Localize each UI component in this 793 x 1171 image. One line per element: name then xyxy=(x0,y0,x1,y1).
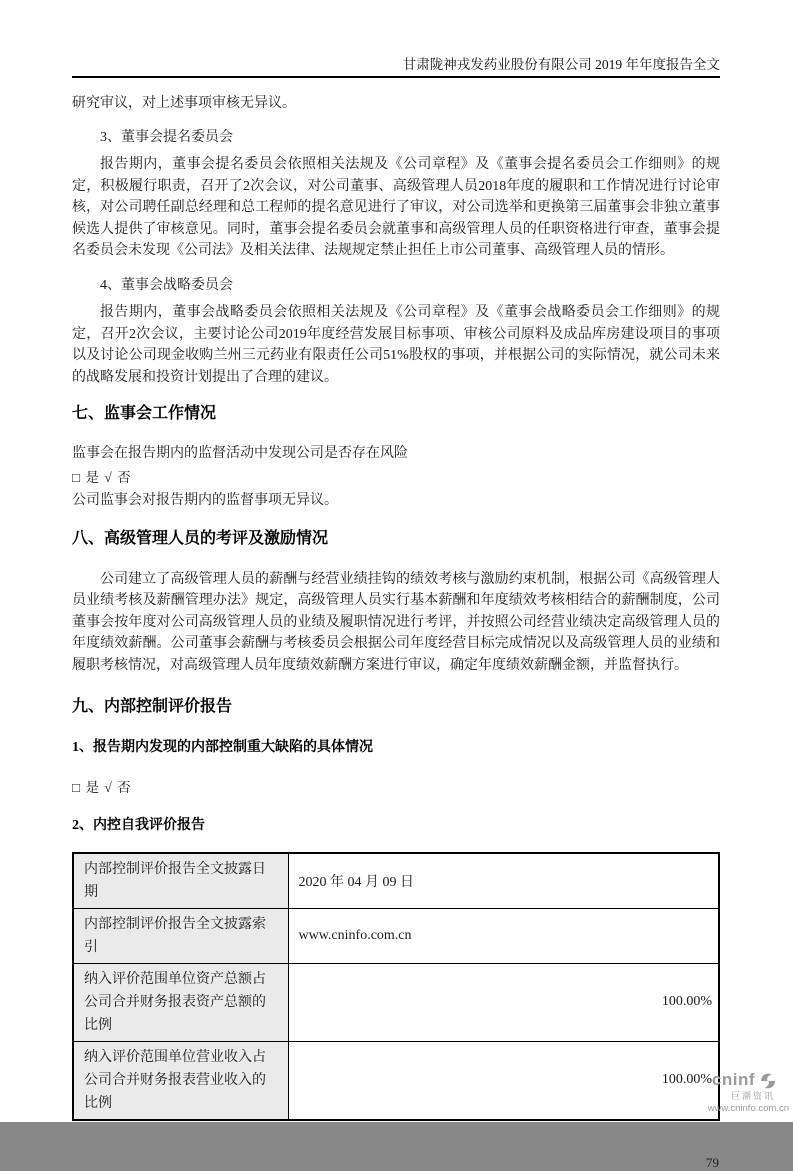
table-label: 内部控制评价报告全文披露日期 xyxy=(73,853,288,909)
executive-appraisal-paragraph: 公司建立了高级管理人员的薪酬与经营业绩挂钩的绩效考核与激励约束机制，根据公司《高级管理人员业绩考核及薪酬管理办法》规定，高级管理人员实行基本薪酬和年度绩效考核相结合的薪酬制度，公司董事会按年度对公司高级管理人员的业绩及履职情况进行考评，并按照公司经营业绩决定高级管理人员的年度绩效薪酬。公司董事会薪酬与考核委员会根据公司年度经营目标完成情况以及高级管理人员的业绩和履职考核情况，对高级管理人员年度绩效薪酬方案进行审议，确定年度绩效薪酬金额，并监督执行。 xyxy=(72,571,720,673)
cninfo-logo-text: cninf xyxy=(711,1070,755,1090)
continuation-text: 研究审议，对上述事项审核无异议。 xyxy=(72,96,296,111)
report-header-title: 甘肃陇神戎发药业股份有限公司 2019 年年度报告全文 xyxy=(402,57,720,72)
table-value: 100.00% xyxy=(288,1041,719,1120)
supervisory-risk-question: 监事会在报告期内的监督活动中发现公司是否存在风险 xyxy=(72,446,408,461)
header-divider xyxy=(72,76,720,78)
supervisory-yes-no-checkbox: □ 是 √ 否 xyxy=(72,469,132,485)
supervisory-statement: 公司监事会对报告期内的监督事项无异议。 xyxy=(72,493,338,508)
table-value: 100.00% xyxy=(288,963,719,1041)
strategy-committee-paragraph: 报告期内，董事会战略委员会依照相关法规及《公司章程》及《董事会战略委员会工作细则》的规定，召开2次会议，主要讨论公司2019年度经营发展目标事项、审核公司原料及成品库房建设项目的事项以及讨论公司现金收购兰州三元药业有限责任公司51%股权的事项，并根据公司的实际情况，就公司未来的战略发展和投资计划提出了合理的建议。 xyxy=(72,305,720,385)
heading-supervisory-board: 七、监事会工作情况 xyxy=(72,405,217,422)
table-label: 内部控制评价报告全文披露索引 xyxy=(73,908,288,963)
cninfo-logo-caption: 巨潮资讯 xyxy=(730,1090,775,1101)
heading-nomination-committee: 3、董事会提名委员会 xyxy=(100,129,233,145)
table-label: 纳入评价范围单位营业收入占公司合并财务报表营业收入的比例 xyxy=(73,1041,288,1120)
table-value: 2020 年 04 月 09 日 xyxy=(288,853,719,909)
table-row-asset-ratio xyxy=(73,963,719,1041)
subheading-self-evaluation-report: 2、内控自我评价报告 xyxy=(72,818,205,833)
cninfo-logo-url: www.cninfo.com.cn xyxy=(707,1102,789,1114)
internal-control-table xyxy=(72,852,720,1121)
nomination-committee-paragraph: 报告期内，董事会提名委员会依照相关法规及《公司章程》及《董事会提名委员会工作细则》的规定，积极履行职责，召开了2次会议，对公司董事、高级管理人员2018年度的履职和工作情况进行讨论审核，对公司聘任副总经理和总工程师的提名意见进行了审议，对公司选举和更换第三届董事会非独立董事候选人提供了审核意见。同时，董事会提名委员会就董事和高级管理人员的任职资格进行审查，董事会提名委员会未发现《公司法》及相关法律、法规规定禁止担任上市公司董事、高级管理人员的情形。 xyxy=(72,157,720,258)
heading-executive-appraisal: 八、高级管理人员的考评及激励情况 xyxy=(72,529,329,547)
table-row-revenue-ratio xyxy=(73,1041,719,1120)
internal-control-yes-no-checkbox: □ 是 √ 否 xyxy=(72,779,132,795)
table-value: www.cninfo.com.cn xyxy=(288,908,719,963)
heading-strategy-committee: 4、董事会战略委员会 xyxy=(100,277,233,293)
heading-internal-control-report: 九、内部控制评价报告 xyxy=(72,698,233,715)
table-label: 纳入评价范围单位资产总额占公司合并财务报表资产总额的比例 xyxy=(73,963,288,1041)
table-row-disclosure-index xyxy=(73,908,719,963)
cninfo-logo xyxy=(708,1071,789,1114)
table-row-disclosure-date xyxy=(73,853,719,909)
cninfo-swirl-icon xyxy=(757,1071,779,1091)
subheading-material-weakness: 1、报告期内发现的内部控制重大缺陷的具体情况 xyxy=(72,740,373,755)
page-number: 79 xyxy=(706,1154,719,1170)
